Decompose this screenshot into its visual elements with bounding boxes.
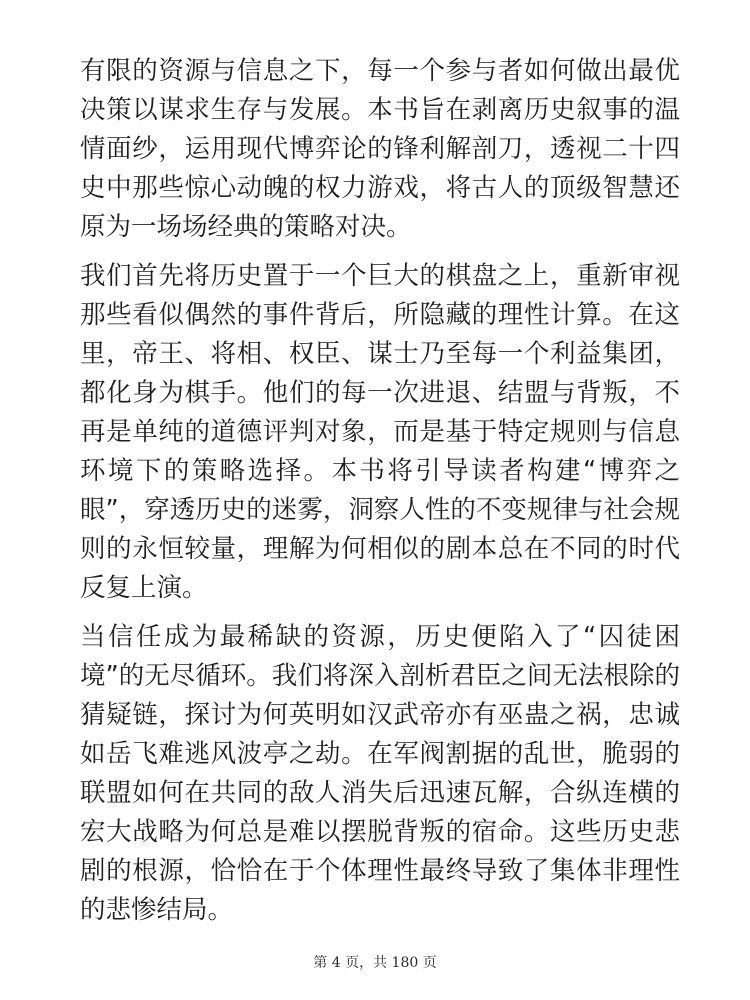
paragraph-1: 有限的资源与信息之下，每一个参与者如何做出最优决策以谋求生存与发展。本书旨在剥离历史叙事的温情面纱，运用现代博弈论的锋利解剖刀，透视二十四史中那些惊心动魄的权力游戏，将古人的顶级智慧还原为一场场经典的策略对决。: [80, 56, 680, 242]
body-text: [80, 52, 680, 930]
paragraph-3: 当信任成为最稀缺的资源，历史便陷入了“囚徒困境”的无尽循环。我们将深入剖析君臣之间无法根除的猜疑链，探讨为何英明如汉武帝亦有巫蛊之祸，忠诚如岳飞难逃风波亭之劫。在军阀割据的乱世，脆弱的联盟如何在共同的敌人消失后迅速瓦解，合纵连横的宏大战略为何总是难以摆脱背叛的宿命。这些历史悲剧的根源，恰恰在于个体理性最终导致了集体非理性的悲惨结局。: [80, 622, 680, 925]
page-number-footer: 第 4 页，共 180 页: [313, 955, 437, 971]
paragraph-2: 我们首先将历史置于一个巨大的棋盘之上，重新审视那些看似偶然的事件背后，所隐藏的理性计算。在这里，帝王、将相、权臣、谋士乃至每一个利益集团，都化身为棋手。他们的每一次进退、结盟与背叛，不再是单纯的道德评判对象，而是基于特定规则与信息环境下的策略选择。本书将引导读者构建“博弈之眼”，穿透历史的迷雾，洞察人性的不变规律与社会规则的永恒较量，理解为何相似的剧本总在不同的时代反复上演。: [80, 261, 680, 603]
